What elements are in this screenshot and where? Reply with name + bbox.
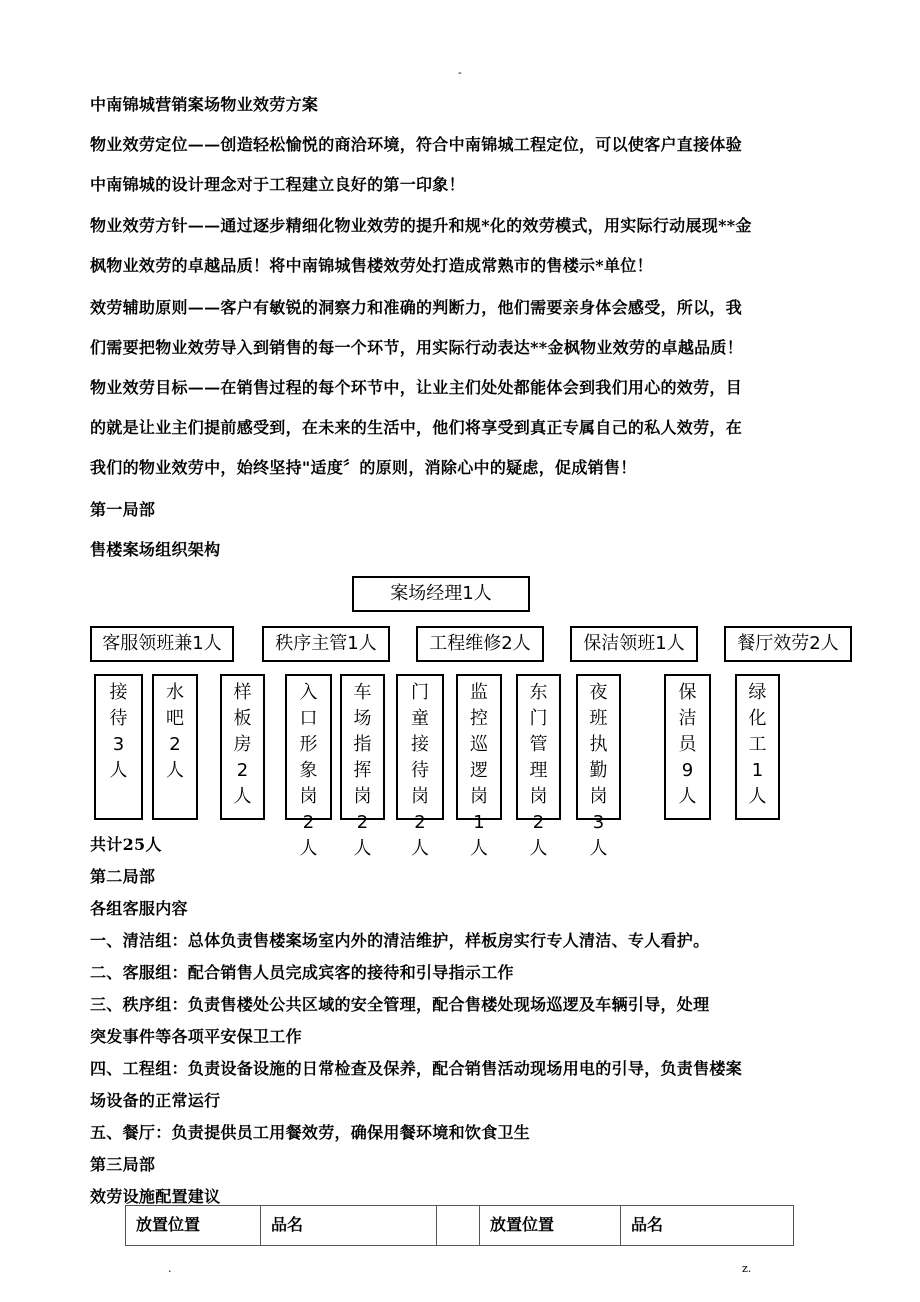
org-box-post bbox=[285, 674, 332, 859]
paragraph-line: 的就是让业主们提前感受到，在未来的生活中，他们将享受到真正专属自己的私人效劳，在 bbox=[90, 418, 743, 437]
org-box-post bbox=[340, 674, 385, 859]
table-header-cell: 放置位置 bbox=[480, 1206, 621, 1246]
paragraph-line: 突发事件等各项平安保卫工作 bbox=[90, 1027, 302, 1046]
section-heading: 第一局部 bbox=[90, 500, 156, 519]
org-box-post bbox=[664, 674, 711, 820]
org-box-post bbox=[456, 674, 502, 859]
org-box-post bbox=[516, 674, 561, 859]
org-box-post bbox=[396, 674, 444, 859]
section-subheading: 售楼案场组织架构 bbox=[90, 540, 221, 559]
doc-title: 中南锦城营销案场物业效劳方案 bbox=[90, 95, 319, 114]
post-label: 保洁员9人 bbox=[678, 682, 697, 807]
footer-left-mark: . bbox=[168, 1262, 172, 1275]
post-label: 车场指挥岗2人 bbox=[353, 682, 372, 859]
paragraph-line: 一、清洁组：总体负责售楼案场室内外的清洁维护，样板房实行专人清洁、专人看护。 bbox=[90, 931, 710, 950]
org-box-post bbox=[220, 674, 265, 820]
post-label: 门童接待岗2人 bbox=[411, 682, 429, 859]
org-box-post bbox=[576, 674, 621, 859]
paragraph-line: 中南锦城的设计理念对于工程建立良好的第一印象！ bbox=[90, 175, 465, 194]
table-header-cell: 品名 bbox=[261, 1206, 437, 1246]
paragraph-line: 共计25人 bbox=[90, 835, 162, 854]
org-box-lead: 客服领班兼1人 bbox=[90, 626, 234, 662]
post-label: 水吧2人 bbox=[166, 682, 184, 781]
org-box-post bbox=[735, 674, 780, 820]
paragraph-line: 们需要把物业效劳导入到销售的每一个环节，用实际行动表达**金枫物业效劳的卓越品质！ bbox=[90, 338, 744, 357]
table-header-cell bbox=[437, 1206, 480, 1246]
org-box-post bbox=[94, 674, 143, 820]
paragraph-line: 二、客服组：配合销售人员完成宾客的接待和引导指示工作 bbox=[90, 963, 514, 982]
header-mark: - bbox=[458, 66, 462, 79]
paragraph-line: 效劳辅助原则——客户有敏锐的洞察力和准确的判断力，他们需要亲身体会感受，所以，我 bbox=[90, 298, 743, 317]
section-heading: 第三局部 bbox=[90, 1155, 156, 1174]
section-heading: 第二局部 bbox=[90, 867, 156, 886]
post-label: 样板房2人 bbox=[233, 682, 252, 807]
post-label: 入口形象岗2人 bbox=[299, 682, 318, 859]
org-box-lead: 餐厅效劳2人 bbox=[724, 626, 852, 662]
table-header-cell: 品名 bbox=[621, 1206, 794, 1246]
facilities-table bbox=[125, 1205, 794, 1246]
post-label: 东门管理岗2人 bbox=[529, 682, 548, 859]
footer-right-mark: z. bbox=[742, 1262, 752, 1275]
paragraph-line: 我们的物业效劳中，始终坚持"适度〞的原则，消除心中的疑虑，促成销售！ bbox=[90, 458, 637, 477]
paragraph-line: 场设备的正常运行 bbox=[90, 1091, 221, 1110]
paragraph-line: 三、秩序组：负责售楼处公共区域的安全管理，配合售楼处现场巡逻及车辆引导，处理 bbox=[90, 995, 710, 1014]
section-subheading: 效劳设施配置建议 bbox=[90, 1187, 221, 1206]
org-box-lead: 保洁领班1人 bbox=[570, 626, 698, 662]
paragraph-line: 物业效劳方针——通过逐步精细化物业效劳的提升和规*化的效劳模式，用实际行动展现**金 bbox=[90, 216, 752, 235]
org-box-lead: 秩序主管1人 bbox=[262, 626, 390, 662]
paragraph-line: 四、工程组：负责设备设施的日常检查及保养，配合销售活动现场用电的引导，负责售楼案 bbox=[90, 1059, 743, 1078]
post-label: 监控巡逻岗1人 bbox=[470, 682, 488, 859]
table-header-cell: 放置位置 bbox=[126, 1206, 261, 1246]
paragraph-line: 物业效劳定位——创造轻松愉悦的商洽环境，符合中南锦城工程定位，可以使客户直接体验 bbox=[90, 135, 743, 154]
post-label: 夜班执勤岗3人 bbox=[589, 682, 608, 859]
org-box-post bbox=[152, 674, 198, 820]
paragraph-line: 枫物业效劳的卓越品质！将中南锦城售楼效劳处打造成常熟市的售楼示*单位！ bbox=[90, 256, 653, 275]
paragraph-line: 物业效劳目标——在销售过程的每个环节中，让业主们处处都能体会到我们用心的效劳，目 bbox=[90, 378, 743, 397]
paragraph-line: 五、餐厅：负责提供员工用餐效劳，确保用餐环境和饮食卫生 bbox=[90, 1123, 531, 1142]
org-box-lead: 工程维修2人 bbox=[416, 626, 544, 662]
post-label: 接待3人 bbox=[109, 682, 128, 781]
org-box-manager: 案场经理1人 bbox=[352, 576, 530, 612]
section-subheading: 各组客服内容 bbox=[90, 899, 188, 918]
post-label: 绿化工1人 bbox=[748, 682, 767, 807]
table-header-row bbox=[126, 1206, 794, 1246]
